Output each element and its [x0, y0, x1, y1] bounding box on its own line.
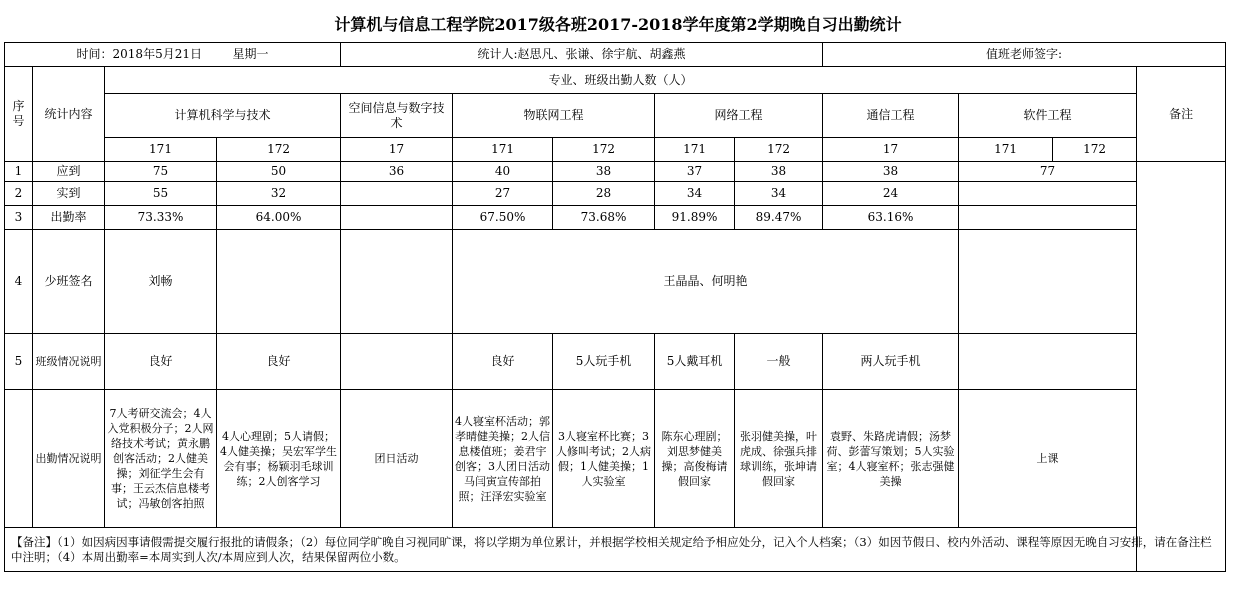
attendance-note: 团日活动 [341, 390, 453, 528]
value-cell: 63.16% [823, 206, 959, 230]
value-cell: 38 [553, 162, 655, 182]
header-group: 专业、班级出勤人数（人） [105, 67, 1137, 94]
value-cell: 良好 [105, 334, 217, 390]
row-no: 2 [5, 182, 33, 206]
value-cell: 50 [217, 162, 341, 182]
value-cell: 24 [823, 182, 959, 206]
row-no: 1 [5, 162, 33, 182]
row-label: 出勤情况说明 [33, 390, 105, 528]
class-cell: 172 [735, 138, 823, 162]
value-cell [959, 182, 1137, 206]
row-label: 实到 [33, 182, 105, 206]
attendance-note: 陈东心理剧；刘思梦健美操；高俊梅请假回家 [655, 390, 735, 528]
sign-empty [341, 230, 453, 334]
value-cell: 5人玩手机 [553, 334, 655, 390]
attendance-note: 张羽健美操，叶虎成、徐强兵排球训练，张坤请假回家 [735, 390, 823, 528]
header-row-classes [5, 138, 1226, 162]
row-rate [5, 206, 1226, 230]
value-cell: 良好 [217, 334, 341, 390]
value-cell [341, 182, 453, 206]
value-cell: 73.33% [105, 206, 217, 230]
attendance-note: 上课 [959, 390, 1137, 528]
header-row-majors [5, 94, 1226, 138]
row-attendance [5, 390, 1226, 528]
major-network: 网络工程 [655, 94, 823, 138]
value-cell: 38 [823, 162, 959, 182]
class-cell: 172 [217, 138, 341, 162]
sign-cs: 刘畅 [105, 230, 217, 334]
value-cell: 91.89% [655, 206, 735, 230]
value-cell: 36 [341, 162, 453, 182]
value-cell: 38 [735, 162, 823, 182]
row-label: 班级情况说明 [33, 334, 105, 390]
info-row [5, 43, 1226, 67]
value-cell [341, 334, 453, 390]
value-cell: 73.68% [553, 206, 655, 230]
row-label: 少班签名 [33, 230, 105, 334]
value-cell [959, 334, 1137, 390]
value-cell: 两人玩手机 [823, 334, 959, 390]
value-cell [959, 206, 1137, 230]
info-teacher-sign: 值班老师签字: [823, 43, 1226, 67]
value-cell: 28 [553, 182, 655, 206]
value-cell: 67.50% [453, 206, 553, 230]
sign-iot-net-comm: 王晶晶、何明艳 [453, 230, 959, 334]
sign-empty [959, 230, 1137, 334]
value-cell: 77 [959, 162, 1137, 182]
class-cell: 17 [823, 138, 959, 162]
class-cell: 172 [553, 138, 655, 162]
info-time-cell [5, 43, 341, 67]
major-iot: 物联网工程 [453, 94, 655, 138]
class-cell: 171 [959, 138, 1053, 162]
major-cs: 计算机科学与技术 [105, 94, 341, 138]
value-cell: 5人戴耳机 [655, 334, 735, 390]
remarks-column [1137, 162, 1226, 572]
value-cell: 75 [105, 162, 217, 182]
major-comm: 通信工程 [823, 94, 959, 138]
value-cell: 一般 [735, 334, 823, 390]
value-cell: 40 [453, 162, 553, 182]
header-row-1 [5, 67, 1226, 94]
value-cell: 64.00% [217, 206, 341, 230]
value-cell: 良好 [453, 334, 553, 390]
info-counter: 统计人:赵思凡、张谦、徐宇航、胡鑫燕 [341, 43, 823, 67]
remarks-row [5, 528, 1226, 572]
row-sign [5, 230, 1226, 334]
header-stat-content: 统计内容 [33, 67, 105, 162]
row-no: 3 [5, 206, 33, 230]
value-cell [341, 206, 453, 230]
header-seq: 序号 [5, 67, 33, 162]
class-cell: 171 [105, 138, 217, 162]
value-cell: 34 [735, 182, 823, 206]
row-no: 4 [5, 230, 33, 334]
info-weekday: 星期一 [232, 47, 269, 61]
row-actual [5, 182, 1226, 206]
page-title: 计算机与信息工程学院2017级各班2017-2018学年度第2学期晚自习出勤统计 [334, 15, 902, 34]
major-software: 软件工程 [959, 94, 1137, 138]
attendance-note: 袁野、朱路虎请假；汤梦荷、彭蕾写策划；5人实验室；4人寝室杯；张志强健美操 [823, 390, 959, 528]
row-label: 出勤率 [33, 206, 105, 230]
value-cell: 37 [655, 162, 735, 182]
attendance-note: 3人寝室杯比赛；3人修叫考试；2人病假；1人健美操；1人实验室 [553, 390, 655, 528]
attendance-table [4, 42, 1226, 572]
class-cell: 17 [341, 138, 453, 162]
major-spatial: 空间信息与数字技术 [341, 94, 453, 138]
value-cell: 34 [655, 182, 735, 206]
value-cell: 55 [105, 182, 217, 206]
row-label: 应到 [33, 162, 105, 182]
row-class-status [5, 334, 1226, 390]
value-cell: 32 [217, 182, 341, 206]
class-cell: 171 [655, 138, 735, 162]
attendance-note: 4人心理剧；5人请假；4人健美操；吴宏军学生会有事；杨颖羽毛球训练；2人创客学习 [217, 390, 341, 528]
attendance-note: 4人寝室杯活动；郭孝晴健美操；2人信息楼值班；姜君宇创客；3人团日活动马闫寅宣传部拍照；汪泽宏实验室 [453, 390, 553, 528]
row-due [5, 162, 1226, 182]
header-remarks: 备注 [1137, 67, 1226, 162]
row-no: 5 [5, 334, 33, 390]
row-no [5, 390, 33, 528]
class-cell: 171 [453, 138, 553, 162]
info-time: 时间：2018年5月21日 [76, 47, 202, 61]
value-cell: 89.47% [735, 206, 823, 230]
attendance-note: 7人考研交流会；4人入党积极分子；2人网络技术考试；黄永鹏创客活动；2人健美操；刘征学生会有事；王云杰信息楼考试；冯敏创客拍照 [105, 390, 217, 528]
remarks-note: 【备注】（1）如因病因事请假需提交履行报批的请假条；（2）每位同学旷晚自习视同旷课，将以学期为单位累计，并根据学校相关规定给予相应处分，记入个人档案；（3）如因节假日、校内外活动、课程等原因无晚自习安排，请在备注栏中注明；（4）本周出勤率=本周实到人次/本周应到人次，结果保留两位小数。 [5, 528, 1226, 572]
sign-empty [217, 230, 341, 334]
value-cell: 27 [453, 182, 553, 206]
class-cell: 172 [1053, 138, 1137, 162]
